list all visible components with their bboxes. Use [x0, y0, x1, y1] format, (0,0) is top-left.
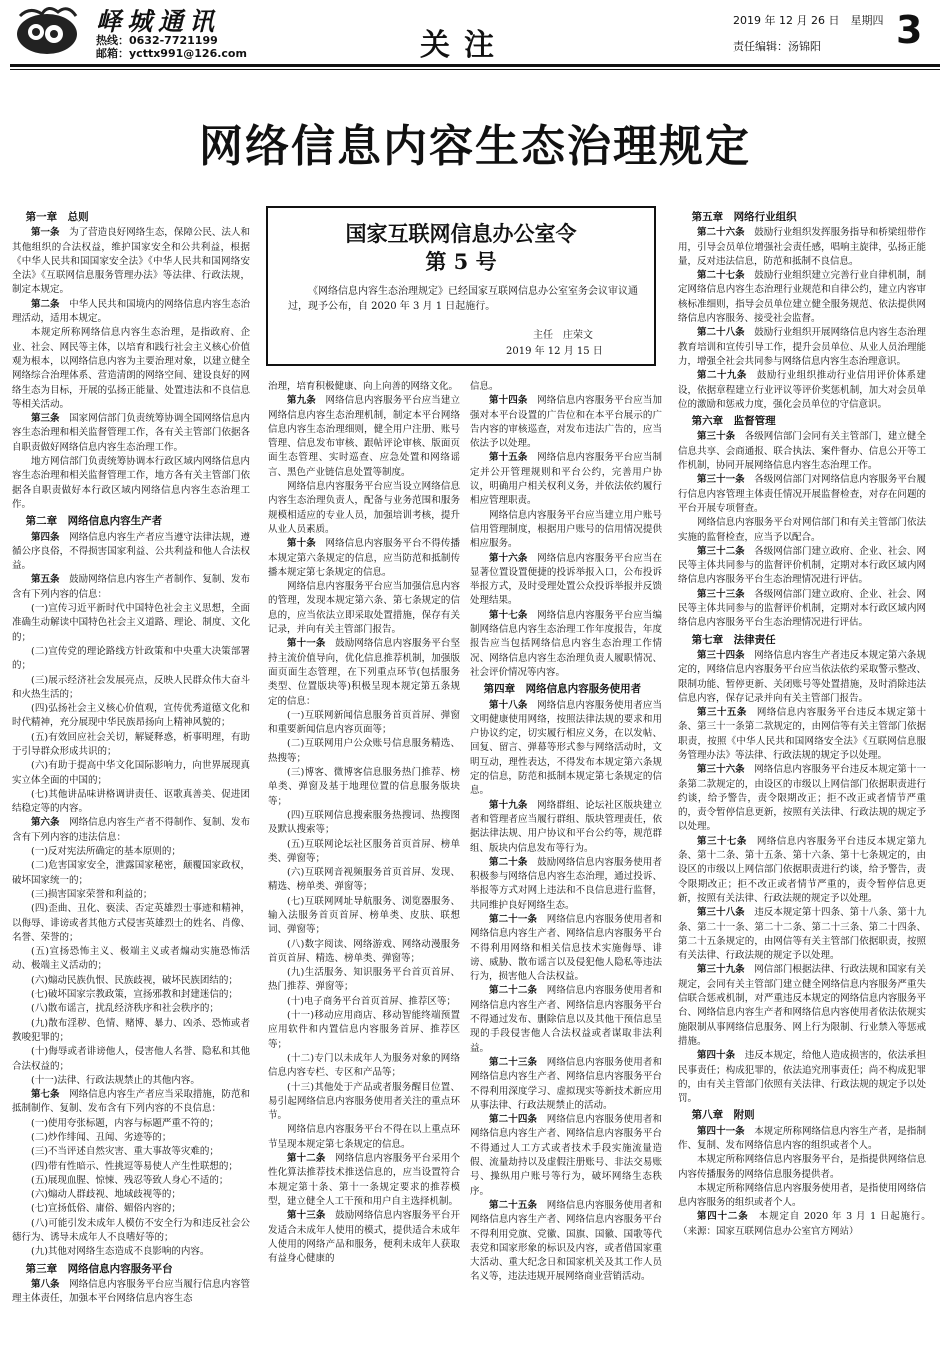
chapter-heading: 第六章 监督管理 [691, 415, 776, 428]
article-number: 第三十一条 [697, 474, 745, 486]
paragraph-text: 本规定所称网络信息内容生产者，是指制作、复制、发布网络信息内容的组织或者个人。 [678, 1125, 926, 1151]
body-paragraph [268, 866, 460, 895]
article-number: 第七条 [31, 1089, 60, 1101]
article-paragraph [678, 369, 926, 412]
paragraph-text: (七)宣扬低俗、庸俗、媚俗内容的； [31, 1203, 181, 1215]
article-paragraph [678, 706, 926, 763]
article-paragraph [470, 609, 662, 680]
article-paragraph [470, 856, 662, 913]
body-paragraph [12, 845, 250, 859]
article-number: 第三十二条 [697, 545, 745, 557]
notice-body: 《网络信息内容生态治理规定》已经国家互联网信息办公室室务会议审议通过，现予公布，自 2020 年 3 月 1 日起施行。 [288, 286, 638, 312]
paragraph-text: (八)数字阅读、网络游戏、网络动漫服务首页首屏、精选、榜单类、弹窗等； [268, 938, 460, 964]
paragraph-text: 网络信息内容服务平台对网信部门和有关主管部门依法实施的监督检查，应当予以配合。 [678, 517, 926, 543]
email: 邮箱：ycttx991@126.com [96, 47, 247, 60]
article-number: 第二十六条 [697, 227, 745, 239]
page-number: 3 [896, 8, 923, 52]
article-number: 第二十四条 [489, 1114, 538, 1126]
article-paragraph [678, 226, 926, 269]
paragraph-text: 信息。 [470, 381, 499, 392]
paragraph-text: (九)其他对网络生态造成不良影响的内容。 [31, 1246, 210, 1258]
article-paragraph [678, 269, 926, 326]
notice-org: 国家互联网信息办公室令 [345, 221, 577, 246]
article-paragraph [470, 451, 662, 508]
article-number: 第十一条 [287, 638, 326, 650]
paragraph-text: 网络信息内容服务使用者和网络信息内容生产者、网络信息内容服务平台不得通过人工方式或者技术手段实施流量造假、流量劫持以及虚假注册账号、非法交易账号、操纵用户账号等行为，破坏网络生态秩序。 [470, 1114, 662, 1197]
article-paragraph [470, 699, 662, 799]
paragraph-text: 违反本规定，给他人造成损害的，依法承担民事责任；构成犯罪的，依法追究刑事责任；尚不构成犯罪的，由有关主管部门依照有关法律、行政法规的规定予以处罚。 [678, 1050, 926, 1105]
paragraph-text: (三)损害国家荣誉和利益的； [31, 888, 153, 900]
chapter-heading: 第二章 网络信息内容生产者 [25, 515, 163, 528]
paragraph-text: (六)互联网音视频服务首页首屏、发现、精选、榜单类、弹窗等； [268, 867, 460, 893]
body-paragraph [470, 380, 662, 394]
body-paragraph [12, 326, 250, 412]
body-paragraph [12, 1045, 250, 1074]
paragraph-text: 网络信息内容服务平台不得传播本规定第六条规定的信息，应当防范和抵制传播本规定第七条规定的信息。 [268, 538, 460, 578]
paragraph-text: (四)歪曲、丑化、亵渎、否定英雄烈士事迹和精神，以侮辱、诽谤或者其他方式侵害英雄烈士的姓名、肖像、名誉、荣誉的； [12, 903, 250, 943]
paragraph-text: (二)宣传党的理论路线方针政策和中央重大决策部署的； [12, 645, 250, 672]
masthead [0, 0, 950, 66]
paragraph-text: (四)带有性暗示、性挑逗等易使人产生性联想的； [31, 1160, 238, 1172]
paragraph-text: 网络信息内容生产者应当遵守法律法规，遵循公序良俗，不得损害国家利益、公共利益和他人合法权益。 [12, 531, 250, 572]
paragraph-text: 各级网信部门建立政府、企业、社会、网民等主体共同参与的监督评价机制，定期对本行政区域内网络信息内容服务平台生态治理情况进行评估。 [678, 588, 926, 629]
paragraph-text: (十一)移动应用商店、移动智能终端预置应用软件和内置信息内容服务首屏、推荐区等； [268, 1010, 460, 1050]
responsible-editor: 责任编辑：汤锦阳 [733, 40, 821, 53]
paragraph-text: 网络信息内容服务平台应当设立网络信息内容生态治理负责人，配备与业务范围和服务规模相适应的专业人员，加强培训考核，提升从业人员素质。 [268, 481, 460, 535]
article-number: 第六条 [31, 817, 60, 829]
article-column-1 [12, 208, 250, 1358]
contact-info [96, 34, 247, 60]
article-paragraph [268, 1209, 460, 1266]
notice-date: 2019 年 12 月 15 日 [506, 346, 603, 357]
article-number: 第十七条 [489, 609, 528, 621]
article-number: 第二十二条 [489, 985, 538, 997]
article-number: 第十三条 [287, 1210, 326, 1222]
body-paragraph [12, 702, 250, 731]
body-paragraph [268, 380, 460, 394]
article-paragraph [268, 637, 460, 708]
body-paragraph [12, 1017, 250, 1046]
paragraph-text: 地方网信部门负责统筹协调本行政区域内网络信息内容生态治理和相关监督管理工作，地方各有关主管部门依据各自职责做好本行政区域内网络信息内容生态治理工作。 [12, 456, 250, 510]
paragraph-text: (十一)法律、行政法规禁止的其他内容。 [31, 1074, 200, 1086]
body-paragraph [12, 645, 250, 674]
article-number: 第二条 [31, 298, 60, 310]
article-paragraph [12, 298, 250, 327]
paragraph-text: 鼓励行业组织开展网络信息内容生态治理教育培训和宣传引导工作，提升会员单位、从业人员治理能力，增强全社会共同参与网络信息内容生态治理意识。 [678, 327, 926, 367]
article-number: 第十四条 [489, 395, 528, 407]
paragraph-text: (九)散布淫秽、色情、赌博、暴力、凶杀、恐怖或者教唆犯罪的； [12, 1017, 250, 1043]
article-number: 第十二条 [287, 1153, 326, 1165]
paragraph-text: 网络信息内容生产者应当采取措施，防范和抵制制作、复制、发布含有下列内容的不良信息： [12, 1089, 250, 1115]
article-paragraph [12, 573, 250, 602]
paragraph-text: 本规定所称网络信息内容服务平台，是指提供网络信息内容传播服务的网络信息服务提供者。 [678, 1154, 926, 1180]
body-paragraph [268, 709, 460, 738]
article-number: 第三十五条 [697, 707, 747, 719]
paragraph-text: (六)煽动民族仇恨、民族歧视，破坏民族团结的； [31, 974, 238, 986]
article-paragraph [268, 1152, 460, 1209]
paragraph-text: (七)其他讲品味讲格调讲责任、讴歌真善美、促进团结稳定等的内容。 [12, 788, 250, 815]
article-paragraph [470, 394, 662, 451]
article-number: 第三十四条 [697, 649, 745, 661]
article-paragraph [470, 913, 662, 984]
body-paragraph [678, 1182, 926, 1211]
paragraph-text: (二)炒作绯闻、丑闻、劣迹等的； [31, 1132, 172, 1143]
paragraph-text: (一)宣传习近平新时代中国特色社会主义思想，全面准确生动解读中国特色社会主义道路、理论、制度、文化的； [12, 603, 250, 643]
body-paragraph [12, 602, 250, 645]
paragraph-text: 网络信息内容生产者不得制作、复制、发布含有下列内容的违法信息： [12, 817, 250, 843]
paragraph-text: 网络信息内容服务使用者和网络信息内容生产者、网络信息内容服务平台不得利用深度学习、虚拟现实等新技术新应用从事法律、行政法规禁止的活动。 [470, 1056, 662, 1111]
headline: 网络信息内容生态治理规定 [199, 121, 751, 172]
body-paragraph [268, 895, 460, 938]
paragraph-text: 各级网信部门对网络信息内容服务平台履行信息内容管理主体责任情况开展监督检查，对存在问题的平台开展专项督查。 [678, 474, 926, 514]
body-paragraph [12, 1145, 250, 1159]
paragraph-text: 鼓励网络信息内容服务使用者积极参与网络信息内容生态治理，通过投诉、举报等方式对网上违法和不良信息进行监督，共同维护良好网络生态。 [470, 856, 662, 911]
article-number: 第三十七条 [697, 835, 747, 847]
article-number: 第二十条 [489, 856, 528, 868]
paragraph-text: (五)宣扬恐怖主义、极端主义或者煽动实施恐怖活动、极端主义活动的； [12, 946, 250, 972]
article-paragraph [470, 1199, 662, 1285]
section-name: 关注 [420, 28, 508, 63]
paragraph-text: 网络信息内容服务平台应当履行信息内容管理主体责任，加强本平台网络信息内容生态 [12, 1278, 250, 1305]
body-paragraph [12, 1002, 250, 1016]
body-paragraph [12, 1160, 250, 1174]
paragraph-text: (六)煽动人群歧视、地域歧视等的； [31, 1189, 181, 1201]
body-paragraph [12, 674, 250, 703]
paragraph-text: (三)不当评述自然灾害、重大事故等灾难的； [31, 1146, 219, 1158]
body-paragraph [268, 809, 460, 838]
article-number: 第四十一条 [697, 1125, 745, 1137]
paragraph-text: 网络信息内容服务使用者和网络信息内容生产者、网络信息内容服务平台不得通过发布、删除信息以及其他干预信息呈现的手段侵害他人合法权益或者谋取非法利益。 [470, 985, 662, 1054]
article-number: 第三十九条 [697, 964, 745, 976]
body-paragraph [268, 838, 460, 867]
paragraph-text: 鼓励行业组织发挥服务指导和桥梁纽带作用，引导会员单位增强社会责任感，唱响主旋律，弘扬正能量，反对违法信息，防范和抵制不良信息。 [678, 227, 926, 267]
paragraph-text: (九)生活服务、知识服务平台首页首屏、热门推荐、弹窗等； [268, 967, 460, 993]
body-paragraph [12, 1117, 250, 1131]
paragraph-text: 本规定所称网络信息内容生态治理，是指政府、企业、社会、网民等主体，以培育和践行社会主义核心价值观为根本，以网络信息内容为主要治理对象，以建立健全网络综合治理体系、营造清朗的网络空间、建设良好的网络生态为目标，开展的弘扬正能量、处置违法和不良信息等相关活动。 [12, 327, 250, 410]
article-column-2 [268, 380, 460, 1358]
paragraph-text: (五)展现血腥、惊悚、残忍等致人身心不适的； [31, 1174, 229, 1186]
paragraph-text: 网信部门根据法律、行政法规和国家有关规定，会同有关主管部门建立健全网络信息内容服务严重失信联合惩戒机制，对严重违反本规定的网络信息内容服务平台、网络信息内容生产者和网络信息内容使用者依法依规实施限制从事网络信息服务、网上行为限制、行业禁入等惩戒措施。 [678, 964, 926, 1047]
article-paragraph [678, 763, 926, 834]
body-paragraph [12, 859, 250, 888]
article-paragraph [678, 430, 926, 473]
decree-notice-box [266, 206, 656, 366]
article-paragraph [470, 1113, 662, 1199]
chapter-heading: 第三章 网络信息内容服务平台 [25, 1262, 173, 1275]
paragraph-text: (五)有效回应社会关切，解疑释惑，析事明理，有助于引导群众形成共识的； [12, 731, 250, 757]
paragraph-text: (一)反对宪法所确定的基本原则的； [31, 846, 181, 858]
paragraph-text: 鼓励网络信息内容服务平台坚持主流价值导向，优化信息推荐机制，加强版面页面生态管理，在下列重点环节(包括服务类型、位置版块等)积极呈现本规定第五条规定的信息： [268, 638, 460, 707]
article-number: 第十九条 [489, 799, 528, 811]
article-paragraph [470, 552, 662, 609]
body-paragraph [12, 731, 250, 760]
issue-date: 2019 年 12 月 26 日 星期四 [733, 14, 884, 27]
paragraph-text: 网络信息内容服务使用者应当文明健康使用网络，按照法律法规的要求和用户协议约定，切实履行相应义务，在以发帖、回复、留言、弹幕等形式参与网络活动时，文明互动，理性表达，不得发布本规定第六条规定的信息，防范和抵制本规定第七条规定的信息。 [470, 699, 662, 797]
article-number: 第三条 [31, 413, 60, 425]
article-paragraph [12, 1088, 250, 1117]
paragraph-text: 网络信息内容服务平台应当建立网络信息内容生态治理机制，制定本平台网络信息内容生态治理细则，健全用户注册、账号管理、信息发布审核、跟帖评论审核、版面页面生态管理、实时巡查、应急处置和网络谣言、黑色产业链信息处置等制度。 [268, 395, 460, 478]
body-paragraph [12, 1188, 250, 1202]
paragraph-text: 治理，培育积极健康、向上向善的网络文化。 [268, 381, 459, 392]
paragraph-text: 鼓励网络信息内容生产者制作、复制、发布含有下列内容的信息： [12, 574, 250, 600]
body-paragraph [12, 1202, 250, 1216]
body-paragraph [12, 1217, 250, 1246]
paragraph-text: 鼓励行业组织推动行业信用评价体系建设，依据章程建立行业评议等评价奖惩机制，加大对会员单位的激励和惩戒力度，强化会员单位的守信意识。 [678, 370, 926, 410]
article-paragraph [268, 537, 460, 580]
article-paragraph [12, 412, 250, 455]
paragraph-text: 各级网信部门会同有关主管部门，建立健全信息共享、会商通报、联合执法、案件督办、信息公开等工作机制，协同开展网络信息内容生态治理工作。 [678, 431, 926, 472]
article-number: 第十六条 [489, 552, 528, 564]
body-paragraph [268, 480, 460, 537]
paragraph-text: 网络信息内容服务平台不得在以上重点环节呈现本规定第七条规定的信息。 [268, 1124, 460, 1150]
paragraph-text: 本规定所称网络信息内容服务使用者，是指使用网络信息内容服务的组织或者个人。 [678, 1182, 926, 1209]
paragraph-text: (四)互联网信息搜索服务热搜词、热搜图及默认搜索等； [268, 809, 460, 836]
body-paragraph [12, 1131, 250, 1145]
body-paragraph [268, 995, 460, 1009]
article-number: 第二十一条 [489, 913, 538, 925]
body-paragraph [268, 737, 460, 766]
paragraph-text: 网络信息内容服务使用者和网络信息内容生产者、网络信息内容服务平台不得利用党旗、党徽、国旗、国徽、国歌等代表党和国家形象的标识及内容，或者借国家重大活动、重大纪念日和国家机关及其工作人员名义等，违法违规开展网络商业营销活动。 [470, 1199, 662, 1283]
body-paragraph [268, 1052, 460, 1081]
article-number: 第二十五条 [489, 1199, 538, 1211]
paragraph-text: (三)博客、微博客信息服务热门推荐、榜单类、弹窗及基于地理位置的信息服务版块等； [268, 767, 460, 807]
paragraph-text: (十)侮辱或者诽谤他人，侵害他人名誉、隐私和其他合法权益的； [12, 1046, 250, 1072]
paragraph-text: 违反本规定第十四条、第十八条、第十九条、第二十一条、第二十二条、第二十三条、第二十四条、第二十五条规定的，由网信等有关主管部门依据职责，按照有关法律、行政法规的规定予以处理。 [678, 907, 926, 962]
chapter-heading: 第一章 总则 [25, 211, 89, 223]
body-paragraph [12, 1074, 250, 1088]
article-number: 第四十二条 [697, 1211, 749, 1223]
paragraph-text: 网络信息内容服务平台违反本规定第十一条第二款规定的，由设区的市级以上网信部门依据职责进行约谈，给予警告，责令限期改正；拒不改正或者情节严重的，责令暂停信息更新，按照有关法律、行政法规的规定予以处理。 [678, 764, 926, 833]
paragraph-text: (八)散布谣言，扰乱经济秩序和社会秩序的； [31, 1003, 219, 1015]
paragraph-text: (十)电子商务平台首页首屏、推荐区等； [287, 995, 456, 1007]
article-number: 第五条 [31, 574, 60, 586]
paragraph-text: 网络信息内容服务平台应当制定并公开管理规则和平台公约，完善用户协议，明确用户相关权利义务，并依法依约履行相应管理职责。 [470, 452, 662, 507]
notice-number: 第 5 号 [425, 249, 497, 274]
article-number: 第二十三条 [489, 1056, 538, 1068]
paragraph-text: (七)互联网网址导航服务、浏览器服务、输入法服务首页首屏、榜单类、皮肤、联想词、弹窗等； [268, 895, 460, 936]
paragraph-text: 为了营造良好网络生态，保障公民、法人和其他组织的合法权益，维护国家安全和公共利益，根据《中华人民共和国国家安全法》《中华人民共和国网络安全法》《互联网信息服务管理办法》等法律、行政法规，制定本规定。 [12, 227, 250, 296]
paragraph-text: (一)使用夸张标题，内容与标题严重不符的； [31, 1117, 219, 1129]
chapter-heading: 第四章 网络信息内容服务使用者 [483, 683, 642, 696]
body-paragraph [678, 516, 926, 545]
paragraph-text: 网络信息内容服务平台应当在显著位置设置便捷的投诉举报入口，公布投诉举报方式，及时受理处置公众投诉举报并反馈处理结果。 [470, 552, 662, 607]
article-paragraph [678, 649, 926, 706]
body-paragraph [12, 759, 250, 788]
body-paragraph [678, 1153, 926, 1182]
article-number: 第四条 [31, 531, 60, 543]
paper-name: 峄城通讯 [96, 7, 221, 36]
article-paragraph [12, 1278, 250, 1307]
body-paragraph [268, 938, 460, 967]
article-paragraph [268, 394, 460, 480]
article-number: 第三十八条 [697, 907, 745, 919]
paragraph-text: 网络信息内容服务平台应当编制网络信息内容生态治理工作年度报告，年度报告应当包括网络信息内容生态治理工作情况、网络信息内容生态治理负责人履职情况、社会评价情况等内容。 [470, 609, 662, 678]
paragraph-text: (八)可能引发未成年人模仿不安全行为和违反社会公德行为、诱导未成年人不良嗜好等的； [12, 1217, 250, 1244]
article-paragraph [678, 588, 926, 631]
body-paragraph [268, 766, 460, 809]
article-number: 第三十六条 [697, 764, 745, 776]
chapter-heading: 第八章 附则 [691, 1109, 755, 1122]
article-paragraph [678, 906, 926, 963]
paragraph-text: 网络信息内容服务平台采用个性化算法推荐技术推送信息的，应当设置符合本规定第十条、第十一条规定要求的推荐模型，建立健全人工干预和用户自主选择机制。 [268, 1153, 460, 1207]
article-number: 第二十九条 [697, 370, 747, 382]
article-number: 第四十条 [697, 1050, 736, 1062]
body-paragraph [12, 888, 250, 902]
body-paragraph [268, 1123, 460, 1152]
article-number: 第二十七条 [697, 270, 745, 282]
article-paragraph [470, 799, 662, 856]
paragraph-text: 网络信息内容服务平台应当加强对本平台设置的广告位和在本平台展示的广告内容的审核巡查，对发布违法广告的，应当依法予以处理。 [470, 395, 662, 450]
article-number: 第十八条 [489, 699, 528, 711]
article-paragraph [678, 1125, 926, 1154]
article-number: 第三十条 [697, 431, 736, 443]
article-paragraph [678, 473, 926, 516]
body-paragraph [12, 788, 250, 817]
paragraph-text: (一)互联网新闻信息服务首页首屏、弹窗和重要新闻信息内容页面等； [268, 709, 460, 736]
paragraph-text: (三)展示经济社会发展亮点，反映人民群众伟大奋斗和火热生活的； [12, 674, 250, 700]
paragraph-text: 网络信息内容生产者违反本规定第六条规定的，网络信息内容服务平台应当依法依约采取警示整改、限制功能、暂停更新、关闭账号等处置措施，及时消除违法信息内容，保存记录并向有关主管部门报告。 [678, 649, 926, 704]
article-paragraph [678, 1049, 926, 1106]
article-paragraph [12, 531, 250, 574]
paragraph-text: (五)互联网论坛社区服务首页首屏、榜单类、弹窗等； [268, 838, 460, 864]
article-number: 第一条 [31, 227, 60, 239]
paragraph-text: (十二)专门以未成年人为服务对象的网络信息内容专栏、专区和产品等； [268, 1052, 460, 1079]
body-paragraph [268, 1081, 460, 1124]
chapter-heading: 第七章 法律责任 [691, 633, 776, 646]
paragraph-text: 鼓励网络信息内容服务平台开发适合未成年人使用的模式，提供适合未成年人使用的网络产品和服务，便利未成年人获取有益身心健康的 [268, 1210, 460, 1265]
paragraph-text: (二)互联网用户公众账号信息服务精选、热搜等； [268, 738, 460, 764]
body-paragraph [470, 509, 662, 552]
paragraph-text: 国家网信部门负责统筹协调全国网络信息内容生态治理和相关监督管理工作，各有关主管部门依据各自职责做好网络信息内容生态治理工作。 [12, 413, 250, 453]
body-paragraph [12, 902, 250, 945]
paragraph-text: 网络信息内容服务平台应当建立用户账号信用管理制度，根据用户账号的信用情况提供相应服务。 [470, 509, 662, 550]
article-number: 第八条 [31, 1278, 60, 1290]
body-paragraph [268, 1009, 460, 1052]
article-number: 第三十三条 [697, 588, 745, 600]
masthead-rule [10, 64, 940, 67]
paragraph-text: 本规定自 2020 年 3 月 1 日起施行。 （来源：国家互联网信息办公室官方网站） [678, 1211, 936, 1237]
paragraph-text: (十三)其他处于产品或者服务醒目位置、易引起网络信息内容服务使用者关注的重点环节。 [268, 1081, 460, 1122]
article-number: 第十五条 [489, 452, 528, 464]
hotline: 热线：0632-7721199 [96, 34, 218, 47]
paragraph-text: 网络信息内容服务平台违反本规定第九条、第十二条、第十五条、第十六条、第十七条规定的，由设区的市级以上网信部门依据职责进行约谈，给予警告，责令限期改正；拒不改正或者情节严重的，责令暂停信息更新，按照有关法律、行政法规的规定予以处理。 [678, 835, 926, 904]
body-paragraph [12, 988, 250, 1002]
masthead-rule-thin [10, 69, 940, 70]
paragraph-text: 鼓励行业组织建立完善行业自律机制，制定网络信息内容生态治理行业规范和自律公约，建立内容审核标准细则，指导会员单位建立健全服务规范、依法提供网络信息内容服务、接受社会监督。 [678, 270, 926, 325]
paragraph-text: 中华人民共和国境内的网络信息内容生态治理活动，适用本规定。 [12, 298, 250, 325]
article-number: 第二十八条 [697, 327, 745, 339]
body-paragraph [268, 966, 460, 995]
paragraph-text: (四)弘扬社会主义核心价值观，宣传优秀道德文化和时代精神，充分展现中华民族昂扬向上精神风貌的； [12, 703, 250, 729]
article-column-4 [678, 208, 936, 1358]
paragraph-text: 网络信息内容服务平台应当加强信息内容的管理，发现本规定第六条、第七条规定的信息的，应当依法立即采取处置措施，保存有关记录，并向有关主管部门报告。 [268, 581, 460, 636]
chapter-heading: 第五章 网络行业组织 [691, 211, 797, 223]
paragraph-text: (六)有助于提高中华文化国际影响力，向世界展现真实立体全面的中国的； [12, 760, 250, 786]
paragraph-text: 各级网信部门建立政府、企业、社会、网民等主体共同参与的监督评价机制，定期对本行政区域内网络信息内容服务平台生态治理情况进行评估。 [678, 545, 926, 586]
pomegranate-logo-icon [10, 4, 84, 58]
body-paragraph [12, 1174, 250, 1188]
article-paragraph [12, 816, 250, 845]
body-paragraph [12, 1245, 250, 1259]
paragraph-text: 网络信息内容服务平台违反本规定第十条、第三十一条第二款规定的，由网信等有关主管部门依据职责，按照《中华人民共和国网络安全法》《互联网信息服务管理办法》等法律、行政法规的规定予以处理。 [678, 707, 926, 761]
body-paragraph [12, 974, 250, 988]
body-paragraph [12, 455, 250, 512]
article-paragraph [678, 963, 926, 1049]
paragraph-text: 网络群组、论坛社区版块建立者和管理者应当履行群组、版块管理责任，依据法律法规、用户协议和平台公约等，规范群组、版块内信息发布等行为。 [470, 799, 662, 854]
paragraph-text: (二)危害国家安全，泄露国家秘密，颠覆国家政权，破坏国家统一的； [12, 860, 250, 886]
article-paragraph [12, 226, 250, 297]
article-paragraph [470, 984, 662, 1055]
article-column-3 [470, 380, 662, 1358]
article-paragraph [678, 1210, 936, 1239]
article-paragraph [678, 835, 926, 906]
article-paragraph [470, 1056, 662, 1113]
body-paragraph [12, 945, 250, 974]
notice-signer: 主任 庄荣文 [533, 330, 593, 341]
paragraph-text: (七)破坏国家宗教政策，宣扬邪教和封建迷信的； [31, 989, 238, 1001]
article-number: 第十条 [287, 538, 316, 550]
article-paragraph [678, 545, 926, 588]
article-paragraph [678, 326, 926, 369]
paragraph-text: 网络信息内容服务使用者和网络信息内容生产者、网络信息内容服务平台不得利用网络和相关信息技术实施侮辱、诽谤、威胁、散布谣言以及侵犯他人隐私等违法行为，损害他人合法权益。 [470, 913, 662, 983]
article-number: 第九条 [287, 395, 316, 407]
body-paragraph [268, 580, 460, 637]
